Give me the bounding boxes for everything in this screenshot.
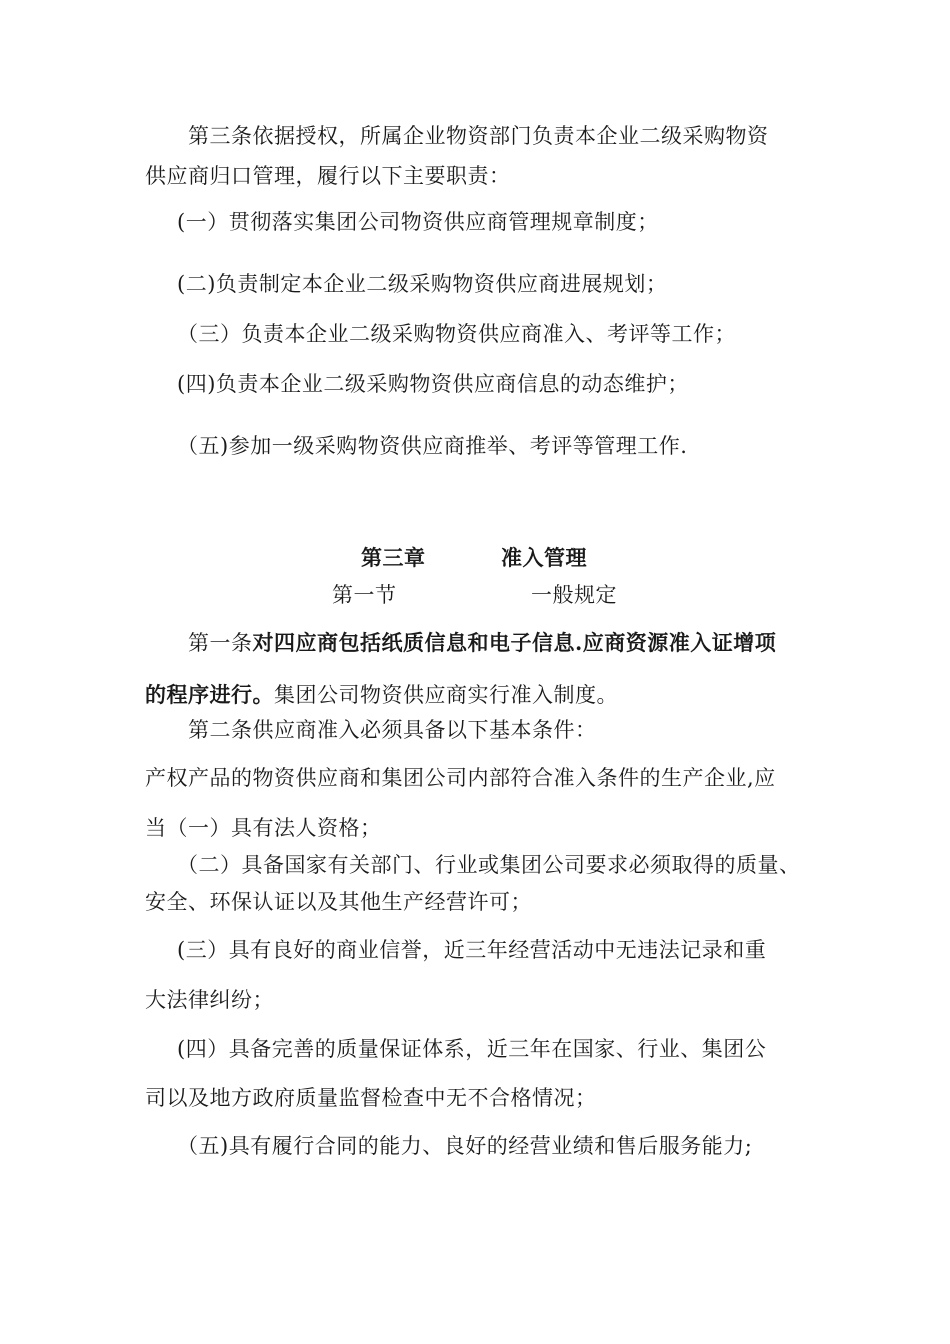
article2-line: 产权产品的物资供应商和集团公司内部符合准入条件的生产企业,应 — [145, 766, 776, 790]
duty-item-2: (二)负责制定本企业二级采购物资供应商进展规划； — [177, 272, 668, 296]
article1-bold-text: 对四应商包括纸质信息和电子信息.应商资源准入证增项 — [252, 630, 777, 655]
duty-item-5: （五)参加一级采购物资供应商推举、考评等管理工作. — [177, 434, 688, 458]
article1-rest: 集团公司物资供应商实行准入制度。 — [274, 683, 618, 707]
section-title: 一般规定 — [531, 583, 617, 607]
condition-1: 当（一）具有法人资格； — [145, 816, 382, 840]
duty-item-3: （三）负责本企业二级采购物资供应商准入、考评等工作； — [177, 322, 736, 346]
duty-item-1: (一）贯彻落实集团公司物资供应商管理规章制度； — [177, 210, 659, 234]
condition-3-line1: (三）具有良好的商业信誉，近三年经营活动中无违法记录和重 — [177, 938, 767, 962]
condition-4-line1: (四）具备完善的质量保证体系，近三年在国家、行业、集团公 — [177, 1037, 767, 1061]
section-number: 第一节 — [332, 583, 397, 607]
condition-2-line2: 安全、环保认证以及其他生产经营许可； — [145, 890, 532, 914]
article3-intro-line1: 第三条依据授权，所属企业物资部门负责本企业二级采购物资 — [188, 124, 769, 148]
article3-intro-line2: 供应商归口管理，履行以下主要职责： — [145, 164, 511, 188]
condition-2-line1: （二）具备国家有关部门、行业或集团公司要求必须取得的质量、 — [177, 853, 801, 877]
condition-5: （五)具有履行合同的能力、良好的经营业绩和售后服务能力; — [177, 1134, 753, 1158]
duty-item-4: (四)负责本企业二级采购物资供应商信息的动态维护； — [177, 372, 689, 396]
article1-line1 — [188, 632, 776, 654]
condition-4-line2: 司以及地方政府质量监督检查中无不合格情况； — [145, 1086, 597, 1110]
condition-3-line2: 大法律纠纷； — [145, 988, 274, 1012]
article1-line2 — [145, 684, 618, 706]
article1-bold-text-end: 的程序进行。 — [145, 682, 274, 707]
chapter-number: 第三章 — [361, 545, 426, 570]
article2-intro: 第二条供应商准入必须具备以下基本条件： — [188, 718, 597, 742]
chapter-title: 准入管理 — [501, 545, 587, 570]
article1-prefix: 第一条 — [188, 631, 253, 655]
